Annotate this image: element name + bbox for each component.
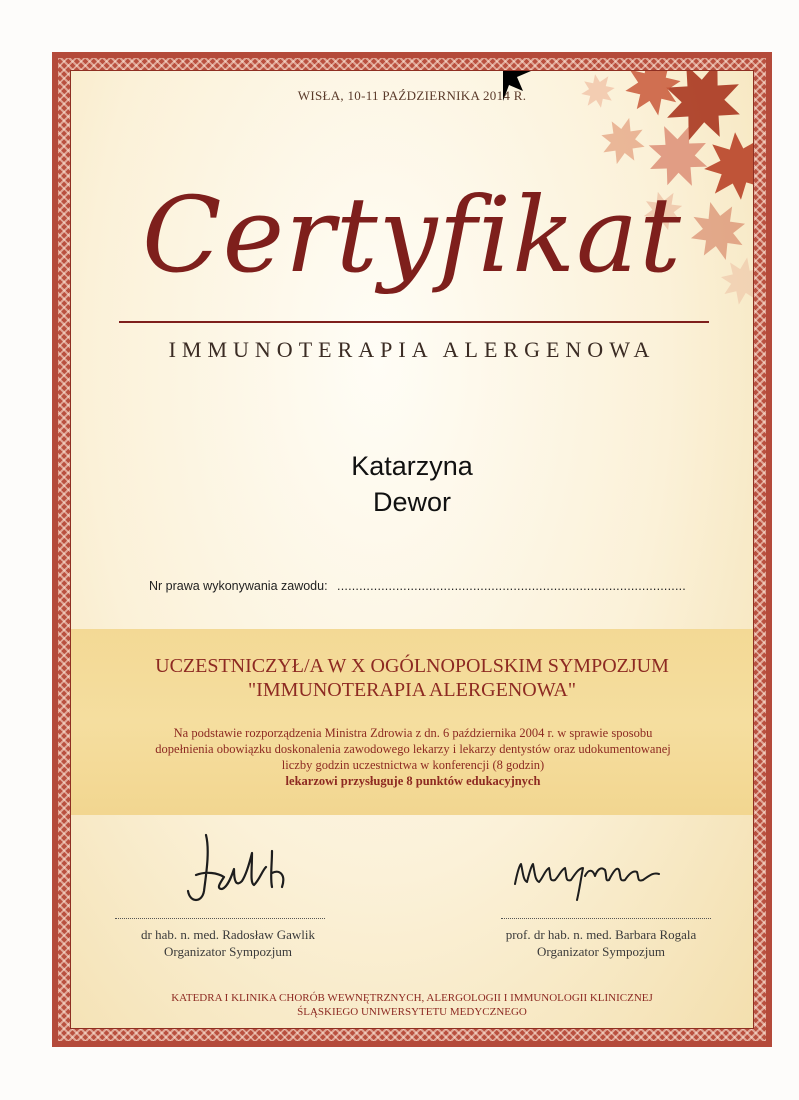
- signature-line-right: [501, 918, 711, 919]
- license-value: ...............................................................................................: [337, 579, 686, 593]
- certificate-paper: [70, 70, 754, 1029]
- signature-rogala: [509, 846, 669, 906]
- body-line-1: Na podstawie rozporządzenia Ministra Zdrowia z dn. 6 października 2004 r. w sprawie sposobu: [173, 726, 653, 740]
- signatory-left-name: dr hab. n. med. Radosław Gawlik: [140, 927, 316, 942]
- institution-footer: [71, 991, 753, 1019]
- certificate-title: Certyfikat: [142, 174, 682, 296]
- footer-line-1: KATEDRA I KLINIKA CHORÓB WEWNĘTRZNYCH, ALERGOLOGII I IMMUNOLOGII KLINICZNEJ: [171, 992, 653, 1004]
- signatory-left-role: Organizator Sympozjum: [164, 944, 292, 959]
- license-label: Nr prawa wykonywania zawodu:: [149, 579, 328, 593]
- signatory-right: [471, 926, 731, 960]
- recipient-last-name: Dewor: [372, 487, 452, 517]
- certificate-subtitle: IMMUNOTERAPIA ALERGENOWA: [168, 337, 656, 362]
- signatory-right-name: prof. dr hab. n. med. Barbara Rogala: [505, 927, 697, 942]
- signature-gawlik: [176, 831, 306, 911]
- body-line-2: dopełnienia obowiązku doskonalenia zawodowego lekarzy i lekarzy dentystów oraz udokumentowanej: [155, 742, 671, 756]
- recipient-first-name: Katarzyna: [351, 451, 473, 481]
- event-date: WISŁA, 10-11 PAŹDZIERNIKA 2014 R.: [297, 88, 527, 103]
- points-line: lekarzowi przysługuje 8 punktów edukacyjnych: [285, 774, 541, 788]
- participation-heading-line2: "IMMUNOTERAPIA ALERGENOWA": [248, 679, 576, 701]
- participation-body: [91, 725, 735, 789]
- signatory-left: [98, 926, 358, 960]
- signatory-right-role: Organizator Sympozjum: [537, 944, 665, 959]
- title-underline: [119, 321, 709, 323]
- signature-line-left: [115, 918, 325, 919]
- participation-heading-line1: UCZESTNICZYŁ/A W X OGÓLNOPOLSKIM SYMPOZJUM: [155, 655, 669, 677]
- body-line-3: liczby godzin uczestnictwa w konferencji (8 godzin): [281, 758, 545, 772]
- footer-line-2: ŚLĄSKIEGO UNIWERSYTETU MEDYCZNEGO: [297, 1006, 527, 1018]
- license-number-row: [149, 579, 686, 593]
